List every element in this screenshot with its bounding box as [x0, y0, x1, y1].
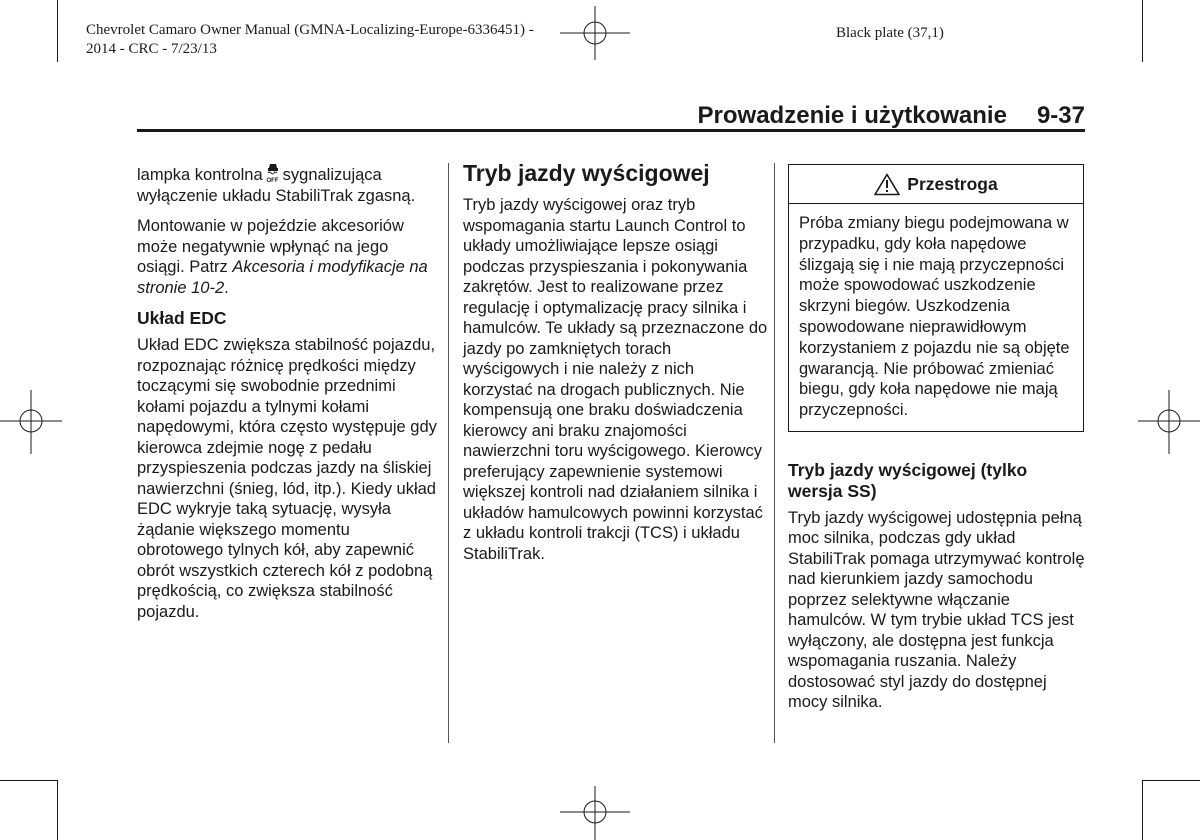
indicator-text-after: sygnalizująca wyłączenie układu StabiliTrak zgasną.	[137, 166, 416, 205]
heading-edc: Układ EDC	[137, 308, 227, 328]
caution-box	[788, 164, 1084, 432]
paragraph-edc: Układ EDC zwiększa stabilność pojazdu, rozpoznając różnicę prędkości między toczącymi się swobodnie przednimi kołami pojazdu a tylnymi kołami napędowymi, która często występuje gdy kierowca zdejmie nogę z pedału przyspieszenia podczas jazdy na śliskiej nawierzchni (śnieg, lód, itp.). Kiedy układ EDC wykryje taką sytuację, wysyła żądanie większego momentu obrotowego tylnych kół, aby zapewnić obrót wszystkich czterech kół z podobną prędkością, co zwiększa stabilność pojazdu.	[137, 336, 437, 621]
heading-race-mode-ss: Tryb jazdy wyścigowej (tylko wersja SS)	[788, 459, 1028, 501]
column-divider-1	[448, 163, 449, 743]
column-divider-2	[774, 163, 775, 743]
document-meta	[86, 21, 534, 59]
crop-mark-top-right-v	[1142, 0, 1143, 62]
accessories-text: Montowanie w pojeździe akcesoriów może negatywnie wpłynąć na jego osiągi. Patrz	[137, 217, 404, 276]
crop-mark-bottom-right-v	[1142, 780, 1143, 840]
heading-race-mode: Tryb jazdy wyścigowej	[463, 160, 710, 186]
crop-mark-bottom-left-h	[0, 780, 57, 781]
paragraph-race-mode-ss: Tryb jazdy wyścigowej udostępnia pełną moc silnika, podczas gdy układ StabiliTrak pomaga utrzymywać kontrolę nad kierunkiem jazdy samochodu poprzez selektywne włączanie hamulców. W tym trybie układ TCS jest wyłączony, ale dostępna jest funkcja wspomagania ruszania. Należy dostosować styl jazdy do dostępnej mocy silnika.	[788, 508, 1085, 712]
meta-line-1: Chevrolet Camaro Owner Manual (GMNA-Localizing-Europe-6336451) -	[86, 22, 534, 38]
registration-mark-right-icon	[1138, 390, 1200, 454]
registration-mark-left-icon	[0, 390, 62, 454]
caution-header	[789, 165, 1083, 204]
crop-mark-bottom-right-h	[1143, 780, 1200, 781]
registration-mark-top-icon	[560, 6, 630, 60]
page-number: 9-37	[1036, 102, 1085, 129]
cross-reference-link[interactable]: Akcesoria i modyfikacje na stronie 10-2	[137, 258, 428, 297]
paragraph-race-mode: Tryb jazdy wyścigowej oraz tryb wspomagania startu Launch Control to układy umożliwiające lepsze osiągi podczas przyspieszania i pokonywania zakrętów. Jest to realizowane przez regulację i optymalizację pracy silnika i hamulców. Te układy są przeznaczone do jazdy po zamkniętych torach wyścigowych i nie należy z nich korzystać na drogach publicznych. Nie kompensują one braku doświadczenia kierowcy ani braku znajomości nawierzchni toru wyścigowego. Kierowcy preferujący zapewnienie systemowi większej kontroli nad działaniem silnika i układów hamulcowych powinni korzystać z układu kontroli trakcji (TCS) i układu StabiliTrak.	[463, 196, 768, 563]
caution-title: Przestroga	[907, 173, 998, 194]
meta-line-2: 2014 - CRC - 7/23/13	[86, 41, 217, 57]
traction-control-off-icon	[266, 163, 280, 183]
column-1	[137, 163, 437, 632]
warning-triangle-icon	[874, 173, 900, 196]
column-2	[463, 160, 768, 574]
section-title: Prowadzenie i użytkowanie	[697, 102, 1007, 129]
running-head	[698, 102, 1085, 130]
paragraph-indicator	[137, 163, 437, 206]
registration-mark-bottom-icon	[560, 786, 630, 840]
paragraph-accessories	[137, 216, 437, 298]
column-3	[788, 164, 1086, 723]
crop-mark-bottom-left-v	[57, 780, 58, 840]
indicator-text-before: lampka kontrolna	[137, 166, 263, 184]
plate-label: Black plate (37,1)	[836, 25, 944, 41]
caution-text: Próba zmiany biegu podejmowana w przypadku, gdy koła napędowe ślizgają się i nie mają przyczepności może spowodować uszkodzenie skrzyni biegów. Uszkodzenia spowodowane nieprawidłowym korzystaniem z pojazdu nie są objęte gwarancją. Nie próbować zmieniać biegu, gdy koła napędowe nie mają przyczepności.	[799, 214, 1070, 420]
header-rule	[137, 129, 1085, 132]
svg-text:OFF: OFF	[266, 178, 279, 183]
accessories-end: .	[224, 278, 229, 297]
crop-mark-top-left-v	[57, 0, 58, 62]
